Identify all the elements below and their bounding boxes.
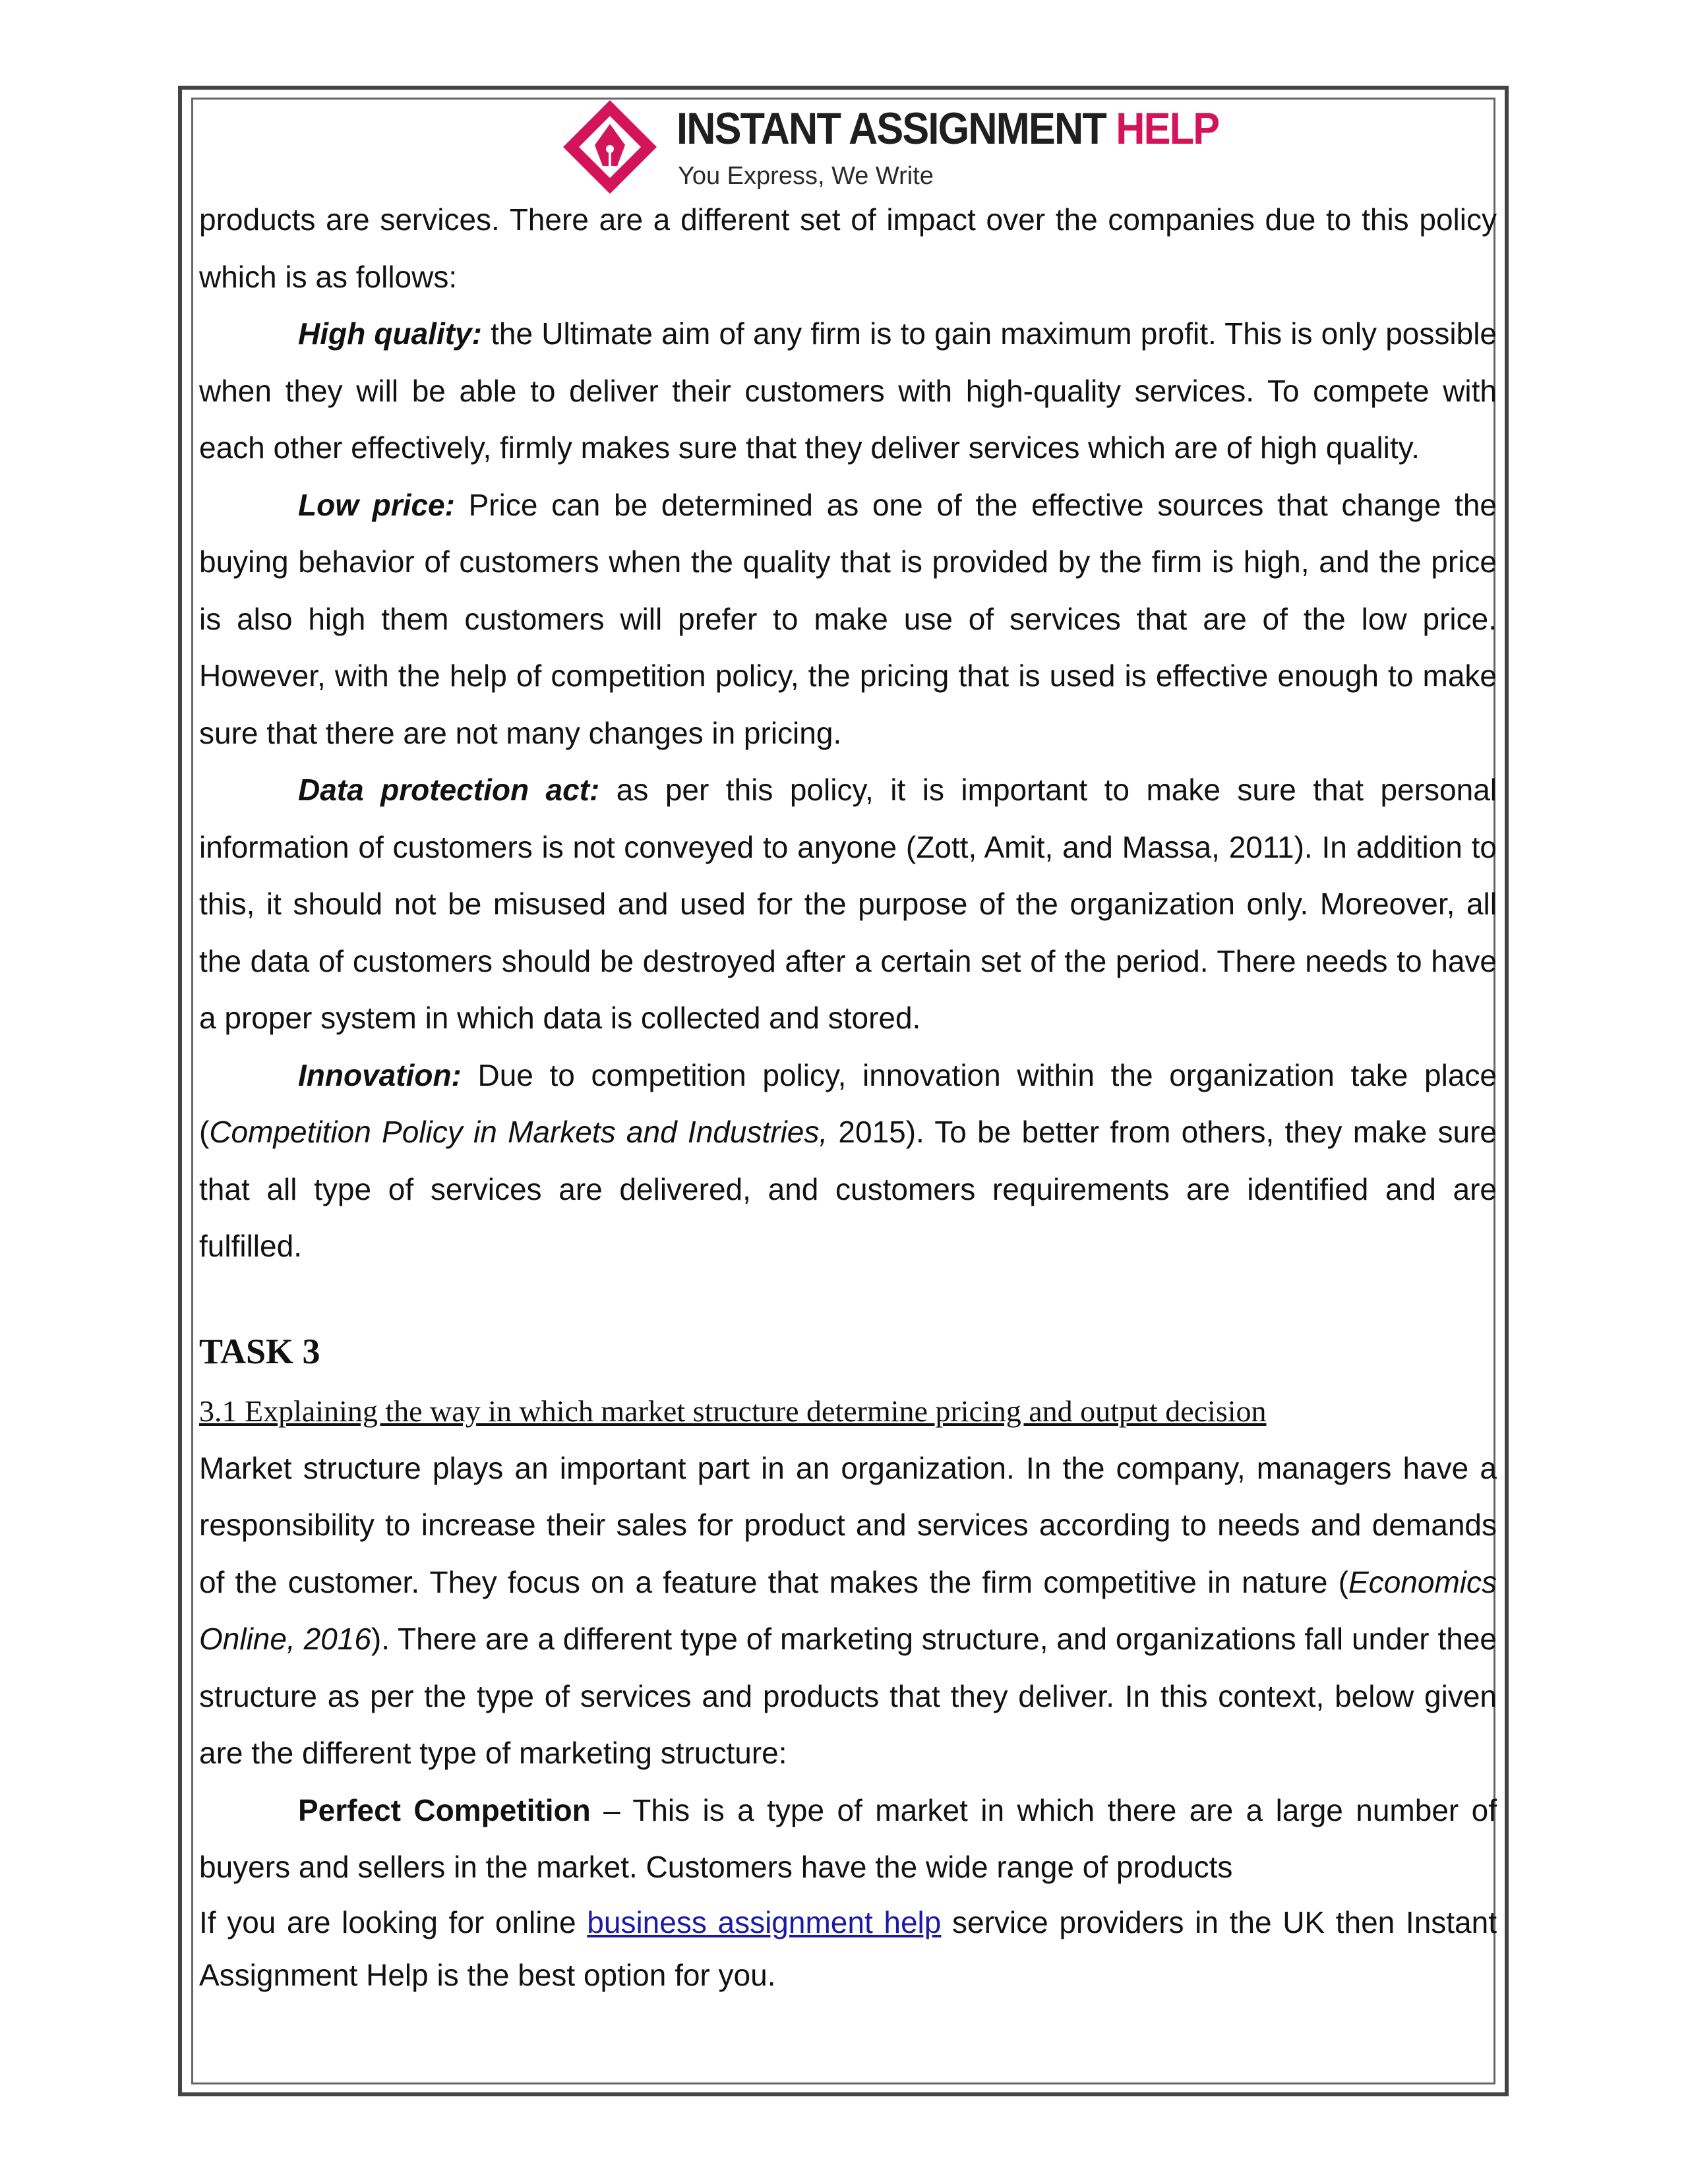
brand-tagline: You Express, We Write — [678, 162, 934, 190]
document-body — [199, 191, 1497, 2001]
task-subheading: 3.1 Explaining the way in which market structure determine pricing and output decision — [199, 1394, 1267, 1428]
text-data-protection: as per this policy, it is important to make sure that personal information of customers is not conveyed to anyone (Zott, Amit, and Massa, 2011). In addition to this, it should not be misused and used for the purpose of the organization only. Moreover, all the data of customers should be destroyed after a certain set of the period. There needs to have a proper system in which data is collected and stored. — [199, 773, 1497, 1035]
paragraph-high-quality — [199, 305, 1497, 477]
paragraph-market-structure — [199, 1440, 1497, 1782]
term-high-quality: High quality: — [298, 316, 482, 351]
footer-note — [199, 1896, 1497, 2001]
business-assignment-help-link[interactable]: business assignment help — [587, 1904, 942, 1939]
task-heading: TASK 3 — [199, 1331, 320, 1371]
text-market-structure-b: ). There are a different type of marketing structure, and organizations fall under thee structure as per the type of services and products that they deliver. In this context, below given are the different type of marketing structure: — [199, 1622, 1497, 1770]
brand-accent: HELP — [1116, 103, 1219, 154]
brand-main: INSTANT ASSIGNMENT — [677, 103, 1106, 154]
term-low-price: Low price: — [298, 487, 455, 522]
paragraph-low-price — [199, 477, 1497, 762]
footer-text-a: If you are looking for online — [199, 1904, 588, 1939]
paragraph-innovation — [199, 1047, 1497, 1275]
paragraph-intro: products are services. There are a different set of impact over the companies due to this policy which is as follows: — [199, 202, 1497, 294]
brand-logo — [560, 98, 1219, 196]
paragraph-data-protection — [199, 761, 1497, 1047]
footer-text-b: service providers in the UK then Instant Assignment Help is the best option for you. — [199, 1904, 1497, 1992]
brand-wordmark — [677, 103, 1219, 154]
text-perfect-competition: – This is a type of market in which there are a large number of buyers and sellers in the market. Customers have the wide range of products — [199, 1792, 1497, 1884]
text-innovation-a: Due to competition policy, innovation within the organization take place ( — [199, 1057, 1497, 1149]
text-low-price: Price can be determined as one of the effective sources that change the buying behavior of customers when the quality that is provided by the firm is high, and the price is also high them customers will prefer to make use of services that are of the low price. However, with the help of competition policy, the pricing that is used is effective enough to make sure that there are not many changes in pricing. — [199, 487, 1497, 750]
text-innovation-b: 2015). To be better from others, they make sure that all type of services are delivered, and customers requirements are identified and are fulfilled. — [199, 1115, 1497, 1263]
citation-competition-policy: Competition Policy in Markets and Industries, — [209, 1115, 828, 1149]
citation-economics-online: Economics Online, 2016 — [199, 1564, 1497, 1656]
text-market-structure-a: Market structure plays an important part in an organization. In the company, managers have a responsibility to increase their sales for product and services according to needs and demands of the customer. They focus on a feature that makes the firm competitive in nature ( — [199, 1450, 1497, 1599]
text-high-quality: the Ultimate aim of any firm is to gain maximum profit. This is only possible when they will be able to deliver their customers with high-quality services. To compete with each other effectively, firmly makes sure that they deliver services which are of high quality. — [199, 316, 1497, 465]
term-data-protection: Data protection act: — [298, 773, 600, 807]
pen-nib-diamond-icon — [560, 98, 659, 196]
term-innovation: Innovation: — [298, 1057, 462, 1092]
paragraph-perfect-competition — [199, 1782, 1497, 1896]
term-perfect-competition: Perfect Competition — [298, 1792, 591, 1827]
